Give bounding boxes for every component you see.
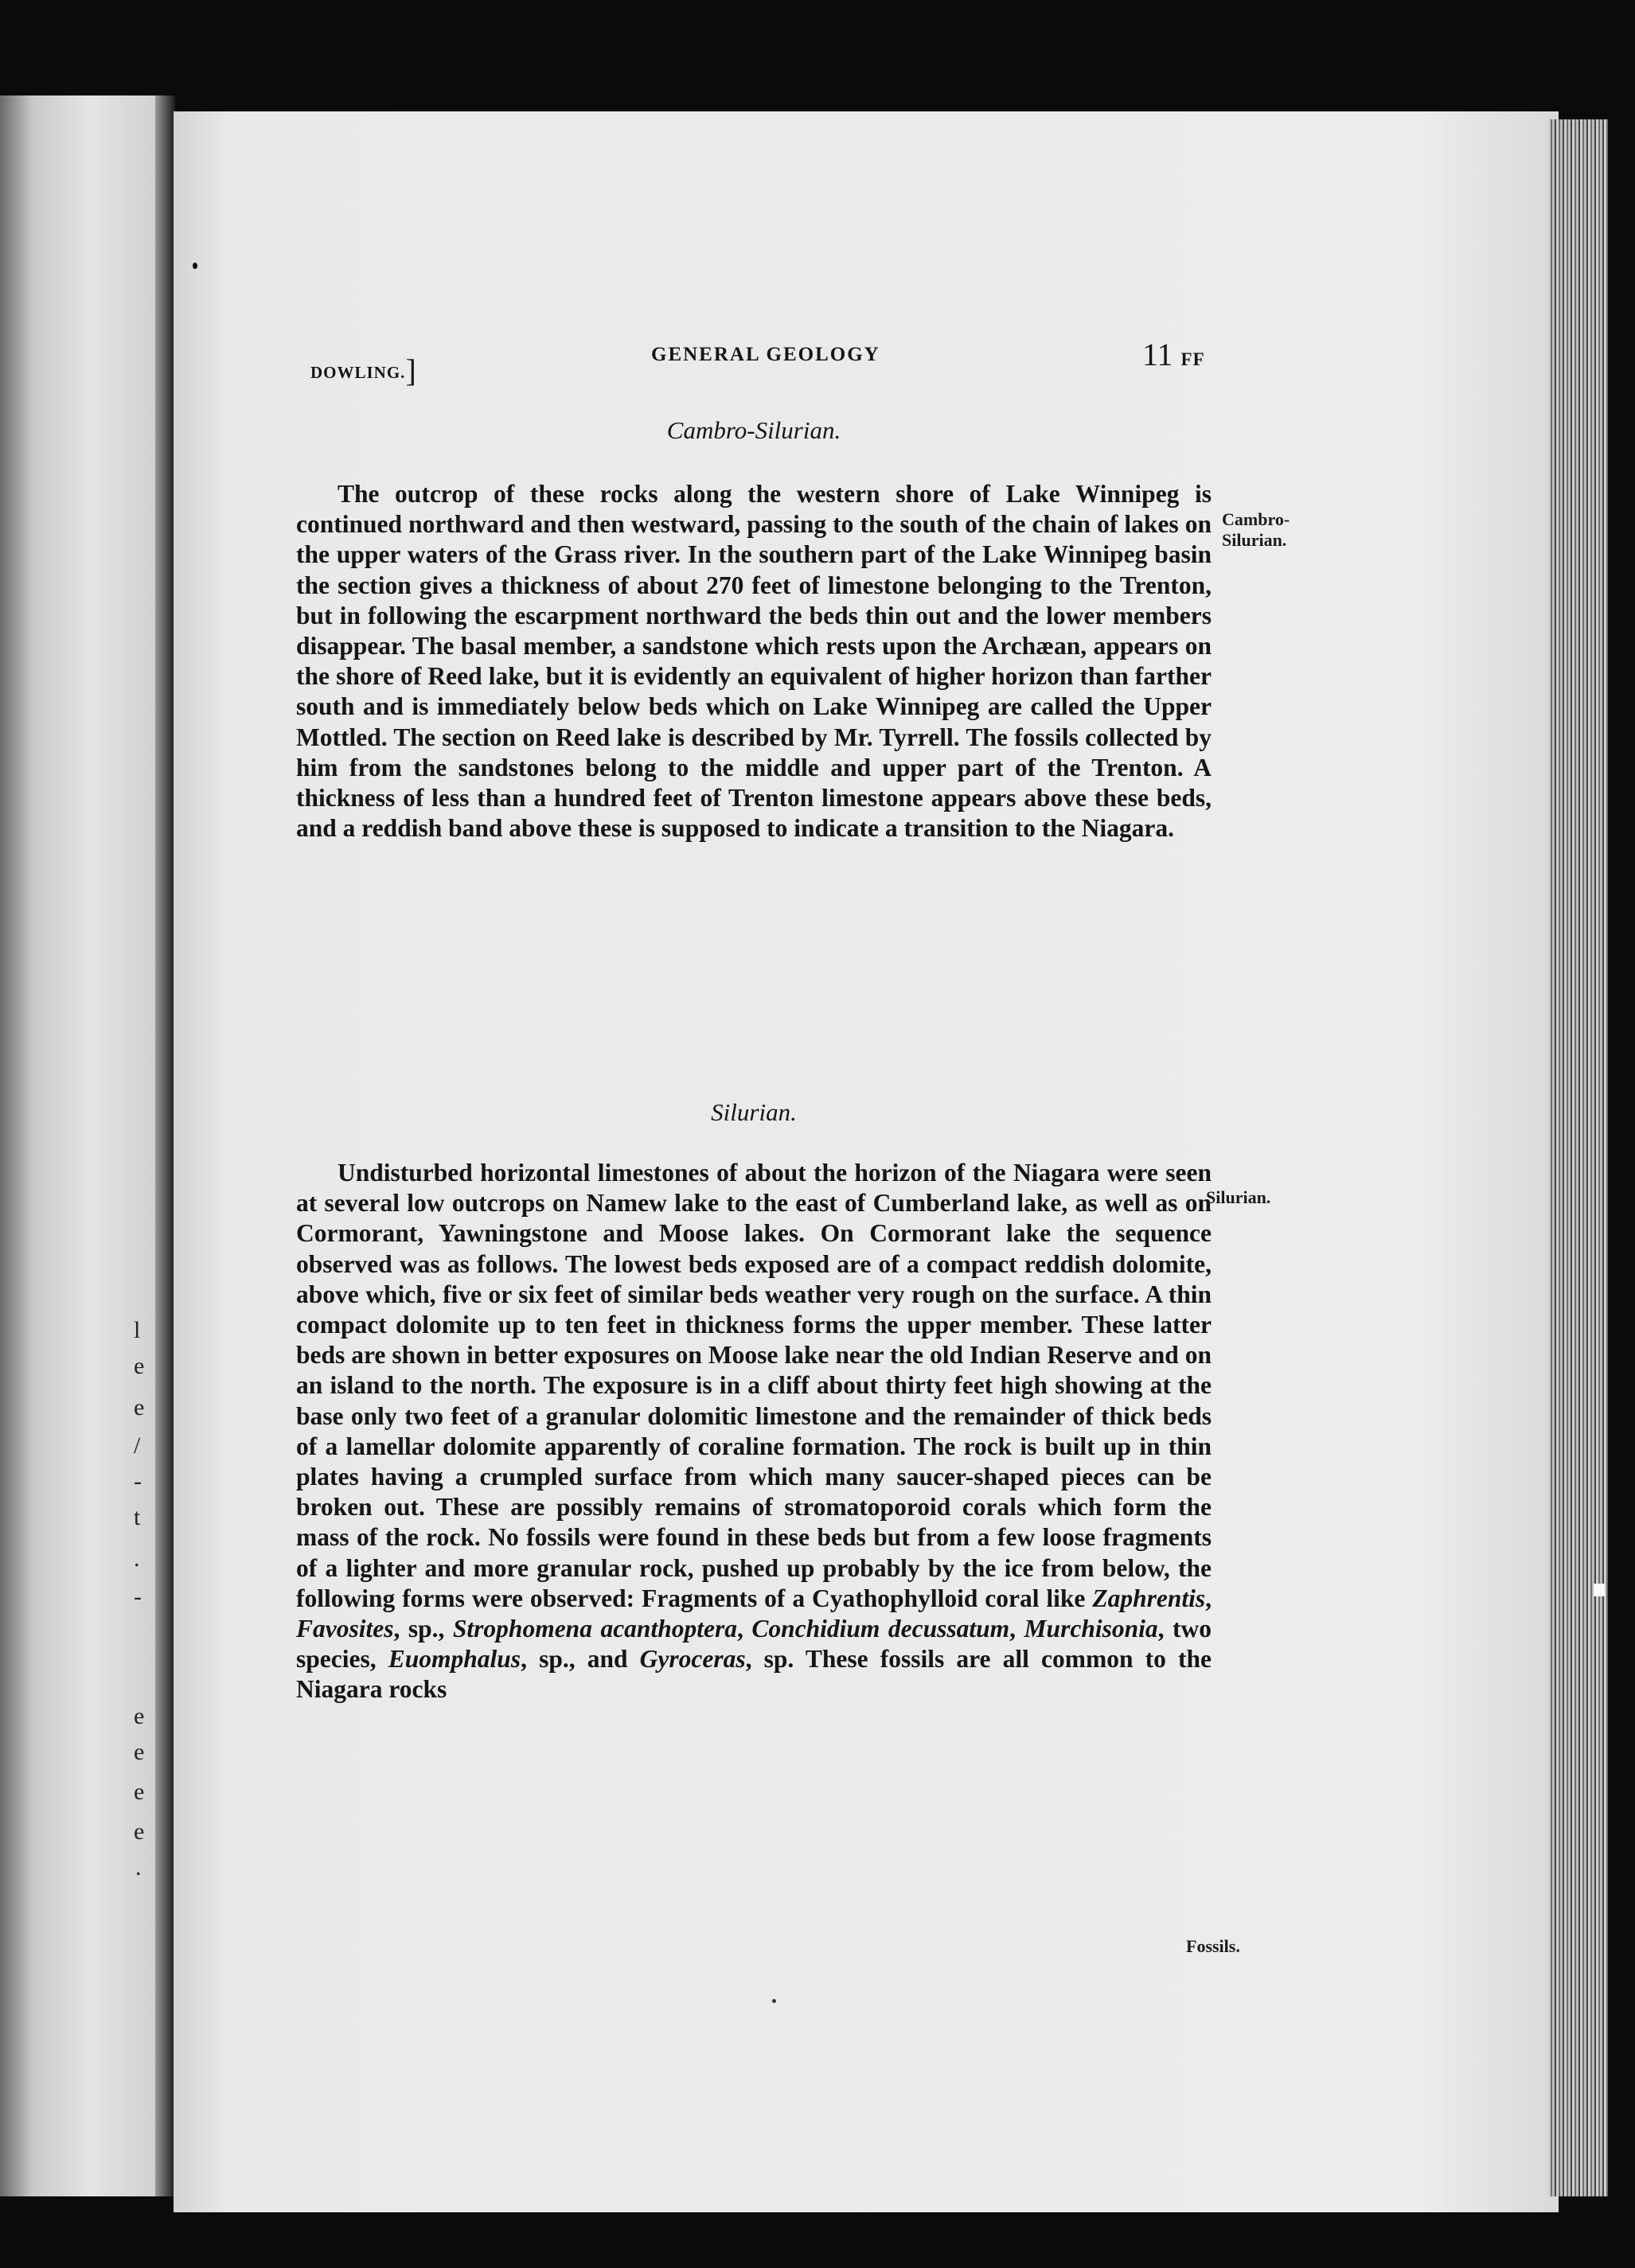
running-head-title: GENERAL GEOLOGY [651, 344, 880, 365]
running-head-author: DOWLING.] [310, 353, 417, 388]
gutter-char: e [134, 1394, 145, 1420]
fossil-name: Zaphrentis [1092, 1584, 1206, 1612]
running-head [310, 337, 1226, 388]
margin-note-fossils: Fossils. [1186, 1936, 1240, 1956]
page-number: 11 FF [1142, 337, 1205, 372]
gutter-char: t [134, 1504, 141, 1530]
facing-page-edge [0, 95, 163, 2196]
fossil-name: Conchidium decussatum [751, 1615, 1010, 1643]
paragraph-cambro-silurian: The outcrop of these rocks along the western shore of Lake Winnipeg is continued northward and then westward, passing to the south of the chain of lakes on the upper waters of the Grass river. In the southern part of the Lake Winnipeg basin the section gives a thickness of about 270 feet of limestone belonging to the Trenton, but in following the escarpment northward the beds thin out and the lower members disappear. The basal member, a sandstone which rests upon the Archæan, appears on the shore of Reed lake, but it is evidently an equivalent of higher horizon than farther south and is immediately below beds which on Lake Winnipeg are called the Upper Mottled. The section on Reed lake is described by Mr. Tyrrell. The fossils collected by him from the sandstones belong to the middle and upper part of the Trenton. A thickness of less than a hundred feet of Trenton limestone appears above these beds, and a reddish band above these is supposed to indicate a transition to the Niagara. [296, 480, 1212, 843]
section-heading-cambro-silurian: Cambro-Silurian. [666, 416, 841, 444]
page-edges [1548, 119, 1608, 2196]
gutter-char: l [134, 1317, 141, 1343]
gutter-char: e [134, 1779, 145, 1805]
margin-note-cambro-silurian: Cambro-Silurian. [1222, 509, 1290, 550]
binding-shadow [155, 95, 175, 2196]
ink-speck [193, 263, 197, 269]
gutter-char: . [134, 1545, 140, 1572]
fossil-name: Favosites [296, 1615, 394, 1643]
fossil-name: Euomphalus [388, 1645, 521, 1674]
section-heading-silurian: Silurian. [711, 1098, 797, 1126]
tab-mark [1594, 1584, 1605, 1596]
gutter-char: e [134, 1353, 145, 1379]
gutter-char: / [134, 1432, 141, 1459]
gutter-char: e [134, 1703, 145, 1729]
gutter-char: e [134, 1739, 145, 1765]
gutter-char: . [135, 1854, 142, 1880]
gutter-char: - [134, 1584, 142, 1610]
gutter-char: - [134, 1468, 142, 1494]
fossil-name: Murchisonia [1024, 1615, 1158, 1643]
paragraph-silurian: Undisturbed horizontal limestones of about the horizon of the Niagara were seen at several low outcrops on Namew lake to the east of Cumberland lake, as well as on Cormorant, Yawningstone and Moose lakes. On Cormorant lake the sequence observed was as follows. The lowest beds exposed are of a compact reddish dolomite, above which, five or six feet of similar beds weather very rough on the surface. A thin compact dolomite up to ten feet in thickness forms the upper member. These latter beds are shown in better exposures on Moose lake near the old Indian Reserve and on an island to the north. The exposure is in a cliff about thirty feet high showing at the base only two feet of a granular dolomitic limestone and the remainder of thick beds of a lamellar dolomite apparently of coraline formation. The rock is built up in thin plates having a crumpled surface from which many saucer-shaped pieces can be broken out. These are possibly remains of stromatoporoid corals which form the mass of the rock. No fossils were found in these beds but from a few loose fragments of a lighter and more granular rock, pushed up probably by the ice from below, the following forms were observed: Fragments of a Cyathophylloid coral like Zaphrentis, Favosites, sp., Strophomena acanthoptera, Conchidium decussatum, Murchisonia, two species, Euomphalus, sp., and Gyroceras, sp. These fossils are all common to the Niagara rocks [296, 1159, 1212, 1704]
gutter-char: e [134, 1818, 145, 1845]
ink-speck [772, 1999, 776, 2003]
fossil-name: Gyroceras [639, 1645, 746, 1674]
margin-note-silurian: Silurian. [1206, 1187, 1271, 1207]
fossil-name: Strophomena acanthoptera [452, 1615, 737, 1643]
